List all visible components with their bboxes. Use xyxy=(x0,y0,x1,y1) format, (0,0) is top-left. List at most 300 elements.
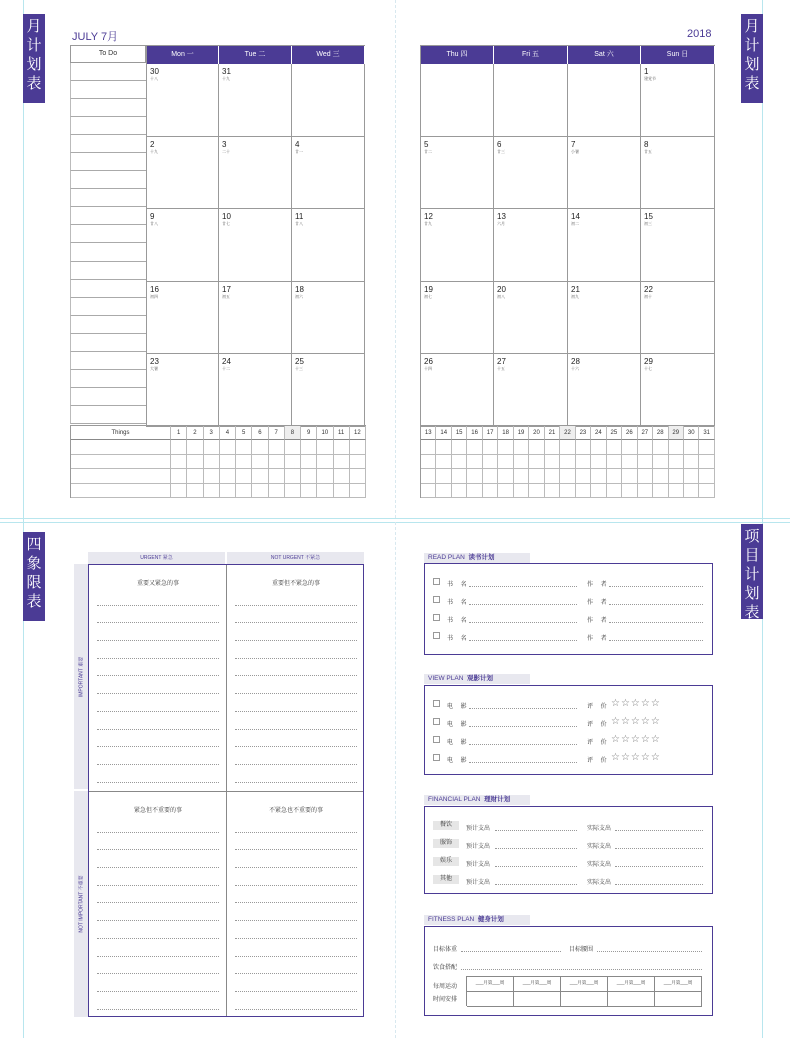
matrix-line[interactable] xyxy=(97,659,219,677)
things-cell[interactable] xyxy=(252,484,268,498)
things-cell[interactable] xyxy=(576,469,591,483)
matrix-line[interactable] xyxy=(97,939,219,957)
week-cell[interactable] xyxy=(514,992,561,1007)
day-number: 14 xyxy=(571,212,580,221)
things-cell[interactable] xyxy=(653,469,668,483)
things-day-header: 18 xyxy=(498,426,513,440)
things-cell[interactable] xyxy=(545,440,560,454)
things-cell[interactable] xyxy=(436,469,451,483)
things-cell[interactable] xyxy=(607,469,622,483)
matrix-line[interactable] xyxy=(235,974,357,992)
author-line[interactable] xyxy=(609,604,703,605)
budget-line[interactable] xyxy=(495,866,577,867)
things-cell[interactable] xyxy=(514,455,529,469)
things-cell[interactable] xyxy=(638,455,653,469)
things-day-header: 8 xyxy=(285,426,301,440)
week-cell[interactable] xyxy=(655,992,702,1007)
rating-stars-icon[interactable]: ☆☆☆☆☆ xyxy=(611,698,661,709)
things-day-header: 15 xyxy=(452,426,467,440)
things-cell[interactable] xyxy=(483,440,498,454)
calendar-day-cell[interactable] xyxy=(641,64,715,137)
things-cell[interactable] xyxy=(285,440,301,454)
calendar-day-cell[interactable] xyxy=(568,64,641,137)
matrix-line[interactable] xyxy=(235,886,357,904)
side-tab-quadrant[interactable]: 四 象 限 表 xyxy=(23,532,45,621)
todo-line[interactable] xyxy=(70,81,146,99)
author-line[interactable] xyxy=(609,622,703,623)
things-cell[interactable] xyxy=(467,455,482,469)
todo-line[interactable] xyxy=(70,352,146,370)
calendar-day-cell[interactable] xyxy=(292,282,365,355)
things-cell[interactable] xyxy=(467,440,482,454)
calendar-day-cell[interactable] xyxy=(641,137,715,210)
matrix-line[interactable] xyxy=(97,694,219,712)
things-cell[interactable] xyxy=(529,455,544,469)
todo-line[interactable] xyxy=(70,406,146,424)
things-cell[interactable] xyxy=(483,484,498,498)
movie-checkbox[interactable] xyxy=(433,736,440,743)
things-cell[interactable] xyxy=(638,484,653,498)
things-cell[interactable] xyxy=(436,455,451,469)
calendar-day-cell[interactable] xyxy=(421,64,494,137)
things-cell[interactable] xyxy=(669,469,684,483)
things-cell[interactable] xyxy=(699,484,714,498)
calendar-day-cell[interactable] xyxy=(568,282,641,355)
things-cell[interactable] xyxy=(684,440,699,454)
things-cell[interactable] xyxy=(220,484,236,498)
things-cell[interactable] xyxy=(269,484,285,498)
things-cell[interactable] xyxy=(467,469,482,483)
movie-checkbox[interactable] xyxy=(433,700,440,707)
movie-label: 电 影 xyxy=(447,740,470,746)
things-cell[interactable] xyxy=(576,440,591,454)
things-cell[interactable] xyxy=(638,469,653,483)
day-number: 2 xyxy=(150,139,155,149)
matrix-line[interactable] xyxy=(97,850,219,868)
things-cell[interactable] xyxy=(350,455,366,469)
things-cell[interactable] xyxy=(653,455,668,469)
things-cell[interactable] xyxy=(452,440,467,454)
matrix-line[interactable] xyxy=(235,850,357,868)
things-cell[interactable] xyxy=(269,440,285,454)
things-cell[interactable] xyxy=(483,469,498,483)
matrix-line[interactable] xyxy=(235,659,357,677)
quadrant-important-not-urgent[interactable] xyxy=(227,565,365,791)
quadrant-title: 不紧急也不重要的事 xyxy=(268,808,323,814)
things-cell[interactable] xyxy=(699,469,714,483)
matrix-line[interactable] xyxy=(97,992,219,1010)
matrix-line[interactable] xyxy=(235,606,357,624)
things-cell[interactable] xyxy=(285,455,301,469)
things-cell[interactable] xyxy=(421,484,436,498)
movie-line[interactable] xyxy=(469,762,577,763)
matrix-line[interactable] xyxy=(235,815,357,833)
rating-stars-icon[interactable]: ☆☆☆☆☆ xyxy=(611,734,661,745)
todo-line[interactable] xyxy=(70,153,146,171)
todo-line[interactable] xyxy=(70,207,146,225)
calendar-day-cell[interactable] xyxy=(219,354,292,427)
calendar-day-cell[interactable] xyxy=(421,354,494,427)
todo-line[interactable] xyxy=(70,117,146,135)
things-cell[interactable] xyxy=(187,455,203,469)
calendar-day-cell[interactable] xyxy=(147,64,219,137)
calendar-day-cell[interactable] xyxy=(641,354,715,427)
things-cell[interactable] xyxy=(467,484,482,498)
todo-line[interactable] xyxy=(70,225,146,243)
things-cell[interactable] xyxy=(252,440,268,454)
quadrant-urgent-not-important[interactable] xyxy=(89,792,227,1018)
book-line[interactable] xyxy=(469,640,577,641)
movie-line[interactable] xyxy=(469,744,577,745)
things-cell[interactable] xyxy=(684,469,699,483)
things-cell[interactable] xyxy=(576,455,591,469)
todo-line[interactable] xyxy=(70,262,146,280)
book-checkbox[interactable] xyxy=(433,632,440,639)
things-cell[interactable] xyxy=(301,440,317,454)
matrix-line[interactable] xyxy=(235,641,357,659)
movie-checkbox[interactable] xyxy=(433,718,440,725)
things-cell[interactable] xyxy=(452,484,467,498)
things-cell[interactable] xyxy=(204,440,220,454)
things-cell[interactable] xyxy=(436,440,451,454)
matrix-line[interactable] xyxy=(97,957,219,975)
things-cell[interactable] xyxy=(421,455,436,469)
things-cell[interactable] xyxy=(498,469,513,483)
matrix-line[interactable] xyxy=(97,886,219,904)
not-important-label: NOT IMPORTANT 不重要 xyxy=(78,875,85,933)
things-cell[interactable] xyxy=(591,455,606,469)
todo-line[interactable] xyxy=(70,388,146,406)
things-cell[interactable] xyxy=(498,484,513,498)
things-cell[interactable] xyxy=(204,484,220,498)
things-cell[interactable] xyxy=(204,455,220,469)
calendar-day-cell[interactable] xyxy=(292,209,365,282)
things-cell[interactable] xyxy=(285,469,301,483)
matrix-line[interactable] xyxy=(235,903,357,921)
things-cell[interactable] xyxy=(483,455,498,469)
matrix-line[interactable] xyxy=(235,833,357,851)
matrix-line[interactable] xyxy=(235,588,357,606)
things-cell[interactable] xyxy=(71,455,171,469)
things-cell[interactable] xyxy=(71,440,171,454)
author-line[interactable] xyxy=(609,640,703,641)
movie-row xyxy=(425,752,712,764)
matrix-line[interactable] xyxy=(97,765,219,783)
things-cell[interactable] xyxy=(317,484,333,498)
things-cell[interactable] xyxy=(334,455,350,469)
things-cell[interactable] xyxy=(187,484,203,498)
things-cell[interactable] xyxy=(669,455,684,469)
calendar-day-cell[interactable] xyxy=(219,137,292,210)
things-cell[interactable] xyxy=(171,440,187,454)
finance-row xyxy=(425,874,712,886)
things-cell[interactable] xyxy=(171,455,187,469)
rating-label: 评 价 xyxy=(587,704,610,710)
calendar-day-cell[interactable] xyxy=(292,64,365,137)
week-cell[interactable] xyxy=(561,992,608,1007)
lunar-date: 廿八 xyxy=(295,221,303,226)
things-cell[interactable] xyxy=(236,469,252,483)
things-cell[interactable] xyxy=(699,440,714,454)
things-cell[interactable] xyxy=(622,484,637,498)
book-line[interactable] xyxy=(469,604,577,605)
day-number: 29 xyxy=(644,357,653,366)
things-cell[interactable] xyxy=(699,455,714,469)
book-checkbox[interactable] xyxy=(433,614,440,621)
things-cell[interactable] xyxy=(591,469,606,483)
movie-line[interactable] xyxy=(469,726,577,727)
todo-line[interactable] xyxy=(70,370,146,388)
matrix-line[interactable] xyxy=(97,921,219,939)
things-cell[interactable] xyxy=(607,440,622,454)
quadrant-important-urgent[interactable] xyxy=(89,565,227,791)
things-cell[interactable] xyxy=(452,469,467,483)
calendar-day-cell[interactable] xyxy=(219,282,292,355)
calendar-day-cell[interactable] xyxy=(568,209,641,282)
book-checkbox[interactable] xyxy=(433,578,440,585)
things-cell[interactable] xyxy=(334,484,350,498)
matrix-line[interactable] xyxy=(97,730,219,748)
things-cell[interactable] xyxy=(269,469,285,483)
year-title: 2018 xyxy=(687,28,712,40)
things-cell[interactable] xyxy=(187,469,203,483)
matrix-line[interactable] xyxy=(235,868,357,886)
rating-stars-icon[interactable]: ☆☆☆☆☆ xyxy=(611,716,661,727)
things-cell[interactable] xyxy=(71,469,171,483)
target-weight-line[interactable] xyxy=(461,951,561,952)
things-cell[interactable] xyxy=(71,484,171,498)
things-cell[interactable] xyxy=(514,469,529,483)
things-day-header: 21 xyxy=(545,426,560,440)
matrix-line[interactable] xyxy=(97,974,219,992)
things-cell[interactable] xyxy=(669,440,684,454)
movie-checkbox[interactable] xyxy=(433,754,440,761)
matrix-line[interactable] xyxy=(235,921,357,939)
things-cell[interactable] xyxy=(301,469,317,483)
matrix-line[interactable] xyxy=(97,676,219,694)
matrix-line[interactable] xyxy=(235,623,357,641)
calendar-day-cell[interactable] xyxy=(641,282,715,355)
actual-line[interactable] xyxy=(615,866,703,867)
todo-line[interactable] xyxy=(70,334,146,352)
actual-line[interactable] xyxy=(615,848,703,849)
calendar-day-cell[interactable] xyxy=(292,354,365,427)
matrix-line[interactable] xyxy=(97,712,219,730)
matrix-line[interactable] xyxy=(97,833,219,851)
calendar-day-cell[interactable] xyxy=(568,137,641,210)
todo-line[interactable] xyxy=(70,63,146,81)
things-cell[interactable] xyxy=(171,484,187,498)
matrix-line[interactable] xyxy=(97,588,219,606)
author-line[interactable] xyxy=(609,586,703,587)
things-cell[interactable] xyxy=(204,469,220,483)
todo-line[interactable] xyxy=(70,243,146,261)
matrix-line[interactable] xyxy=(97,641,219,659)
things-cell[interactable] xyxy=(236,484,252,498)
things-cell[interactable] xyxy=(498,455,513,469)
matrix-line[interactable] xyxy=(235,694,357,712)
things-cell[interactable] xyxy=(350,484,366,498)
things-cell[interactable] xyxy=(684,455,699,469)
things-cell[interactable] xyxy=(421,469,436,483)
things-cell[interactable] xyxy=(317,469,333,483)
things-cell[interactable] xyxy=(269,455,285,469)
things-cell[interactable] xyxy=(607,484,622,498)
things-cell[interactable] xyxy=(317,440,333,454)
calendar-day-cell[interactable] xyxy=(219,64,292,137)
actual-line[interactable] xyxy=(615,884,703,885)
todo-line[interactable] xyxy=(70,298,146,316)
target-waist-line[interactable] xyxy=(597,951,702,952)
side-tab-project[interactable]: 项 目 计 划 表 xyxy=(741,524,763,619)
todo-line[interactable] xyxy=(70,99,146,117)
calendar-day-cell[interactable] xyxy=(421,137,494,210)
rating-stars-icon[interactable]: ☆☆☆☆☆ xyxy=(611,752,661,763)
things-cell[interactable] xyxy=(452,455,467,469)
matrix-line[interactable] xyxy=(235,747,357,765)
things-cell[interactable] xyxy=(529,440,544,454)
things-cell[interactable] xyxy=(545,484,560,498)
things-cell[interactable] xyxy=(301,455,317,469)
things-cell[interactable] xyxy=(576,484,591,498)
things-cell[interactable] xyxy=(498,440,513,454)
calendar-day-cell[interactable] xyxy=(421,209,494,282)
book-row xyxy=(425,576,712,588)
things-cell[interactable] xyxy=(220,469,236,483)
todo-line[interactable] xyxy=(70,280,146,298)
calendar-day-cell[interactable] xyxy=(494,64,568,137)
book-checkbox[interactable] xyxy=(433,596,440,603)
things-cell[interactable] xyxy=(350,440,366,454)
movie-line[interactable] xyxy=(469,708,577,709)
matrix-line[interactable] xyxy=(235,712,357,730)
things-cell[interactable] xyxy=(622,455,637,469)
matrix-line[interactable] xyxy=(235,957,357,975)
budget-line[interactable] xyxy=(495,830,577,831)
calendar-day-cell[interactable] xyxy=(641,209,715,282)
calendar-day-cell[interactable] xyxy=(292,137,365,210)
things-cell[interactable] xyxy=(220,455,236,469)
day-number: 25 xyxy=(295,357,304,366)
things-cell[interactable] xyxy=(560,455,575,469)
actual-line[interactable] xyxy=(615,830,703,831)
matrix-line[interactable] xyxy=(97,868,219,886)
things-cell[interactable] xyxy=(317,455,333,469)
things-cell[interactable] xyxy=(236,455,252,469)
side-tab-monthly-right[interactable]: 月 计 划 表 xyxy=(741,14,763,103)
things-cell[interactable] xyxy=(350,469,366,483)
things-cell[interactable] xyxy=(252,469,268,483)
things-cell[interactable] xyxy=(545,469,560,483)
things-cell[interactable] xyxy=(560,469,575,483)
day-number: 6 xyxy=(497,139,502,149)
things-cell[interactable] xyxy=(252,455,268,469)
calendar-day-cell[interactable] xyxy=(147,354,219,427)
calendar-day-cell[interactable] xyxy=(494,282,568,355)
calendar-day-cell[interactable] xyxy=(147,137,219,210)
matrix-line[interactable] xyxy=(235,992,357,1010)
day-number: 24 xyxy=(222,357,231,366)
things-cell[interactable] xyxy=(560,484,575,498)
calendar-day-cell[interactable] xyxy=(568,354,641,427)
budget-line[interactable] xyxy=(495,848,577,849)
todo-line[interactable] xyxy=(70,135,146,153)
things-cell[interactable] xyxy=(220,440,236,454)
things-cell[interactable] xyxy=(301,484,317,498)
calendar-day-cell[interactable] xyxy=(219,209,292,282)
todo-line[interactable] xyxy=(70,171,146,189)
things-cell[interactable] xyxy=(529,484,544,498)
things-cell[interactable] xyxy=(334,440,350,454)
week-cell[interactable] xyxy=(467,992,514,1007)
financial-plan-title-en: FINANCIAL PLAN xyxy=(428,796,481,803)
book-line[interactable] xyxy=(469,586,577,587)
things-cell[interactable] xyxy=(421,440,436,454)
matrix-line[interactable] xyxy=(97,623,219,641)
calendar-day-cell[interactable] xyxy=(147,209,219,282)
book-line[interactable] xyxy=(469,622,577,623)
things-cell[interactable] xyxy=(560,440,575,454)
things-day-header: 29 xyxy=(669,426,684,440)
things-cell[interactable] xyxy=(514,484,529,498)
week-cell[interactable] xyxy=(608,992,655,1007)
calendar-day-cell[interactable] xyxy=(494,209,568,282)
things-cell[interactable] xyxy=(236,440,252,454)
matrix-line[interactable] xyxy=(235,939,357,957)
calendar-day-cell[interactable] xyxy=(421,282,494,355)
things-cell[interactable] xyxy=(607,455,622,469)
side-tab-monthly[interactable]: 月 计 划 表 xyxy=(23,14,45,103)
calendar-day-cell[interactable] xyxy=(494,137,568,210)
things-cell[interactable] xyxy=(669,484,684,498)
quadrant-not-urgent-not-important[interactable] xyxy=(227,792,365,1018)
matrix-line[interactable] xyxy=(235,676,357,694)
todo-line[interactable] xyxy=(70,189,146,207)
things-cell[interactable] xyxy=(591,484,606,498)
matrix-line[interactable] xyxy=(97,606,219,624)
matrix-line[interactable] xyxy=(97,747,219,765)
calendar-day-cell[interactable] xyxy=(147,282,219,355)
day-number: 3 xyxy=(222,139,227,149)
matrix-line[interactable] xyxy=(97,815,219,833)
things-cell[interactable] xyxy=(436,484,451,498)
things-cell[interactable] xyxy=(285,484,301,498)
actual-label: 实际支出 xyxy=(587,880,612,886)
things-cell[interactable] xyxy=(514,440,529,454)
things-cell[interactable] xyxy=(622,469,637,483)
todo-line[interactable] xyxy=(70,316,146,334)
things-cell[interactable] xyxy=(187,440,203,454)
things-cell[interactable] xyxy=(653,440,668,454)
matrix-line[interactable] xyxy=(235,730,357,748)
calendar-day-cell[interactable] xyxy=(494,354,568,427)
things-cell[interactable] xyxy=(622,440,637,454)
things-cell[interactable] xyxy=(653,484,668,498)
matrix-line[interactable] xyxy=(97,903,219,921)
things-cell[interactable] xyxy=(684,484,699,498)
things-cell[interactable] xyxy=(334,469,350,483)
things-cell[interactable] xyxy=(591,440,606,454)
things-cell[interactable] xyxy=(529,469,544,483)
things-cell[interactable] xyxy=(545,455,560,469)
things-day-header: 25 xyxy=(607,426,622,440)
lunar-date: 廿七 xyxy=(222,221,230,226)
things-cell[interactable] xyxy=(171,469,187,483)
matrix-line[interactable] xyxy=(235,765,357,783)
diet-line[interactable] xyxy=(461,969,702,970)
budget-line[interactable] xyxy=(495,884,577,885)
things-cell[interactable] xyxy=(638,440,653,454)
